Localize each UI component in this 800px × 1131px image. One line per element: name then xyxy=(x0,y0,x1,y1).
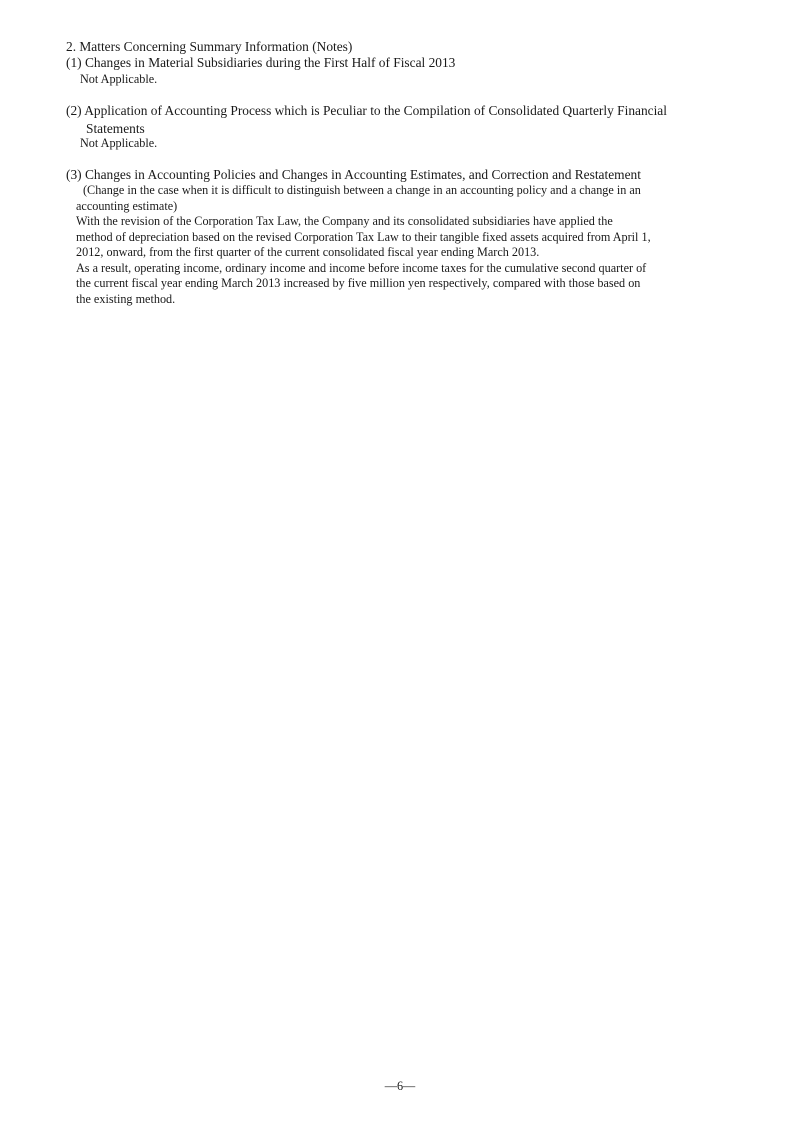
section-heading: 2. Matters Concerning Summary Information (Notes) xyxy=(66,39,353,54)
section-3-subtitle-line-2: accounting estimate) xyxy=(76,199,178,213)
section-1-body: Not Applicable. xyxy=(80,72,158,86)
section-2-title-line-2: Statements xyxy=(86,121,145,136)
page-number: —6— xyxy=(384,1079,416,1093)
section-3-paragraph-1-line-3: 2012, onward, from the first quarter of the current consolidated fiscal year ending March 2013. xyxy=(76,245,540,259)
section-2-title-line-1: (2) Application of Accounting Process which is Peculiar to the Compilation of Consolidated Quarterly Financial xyxy=(66,103,667,118)
section-2-body: Not Applicable. xyxy=(80,136,158,150)
section-1-title: (1) Changes in Material Subsidiaries during the First Half of Fiscal 2013 xyxy=(66,55,456,70)
section-3-paragraph-2-line-1: As a result, operating income, ordinary income and income before income taxes for the cumulative second quarter of xyxy=(76,261,647,275)
section-3-paragraph-1-line-2: method of depreciation based on the revised Corporation Tax Law to their tangible fixed assets acquired from April 1, xyxy=(76,230,651,244)
section-3-paragraph-2-line-2: the current fiscal year ending March 2013 increased by five million yen respectively, compared with those based on xyxy=(76,276,641,290)
section-3-title: (3) Changes in Accounting Policies and Changes in Accounting Estimates, and Correction and Restatement xyxy=(66,167,641,182)
section-3-subtitle-line-1: (Change in the case when it is difficult to distinguish between a change in an accounting policy and a change in an xyxy=(83,183,641,197)
section-3-paragraph-2-line-3: the existing method. xyxy=(76,292,176,306)
section-3-paragraph-1-line-1: With the revision of the Corporation Tax Law, the Company and its consolidated subsidiaries have applied the xyxy=(76,214,613,228)
